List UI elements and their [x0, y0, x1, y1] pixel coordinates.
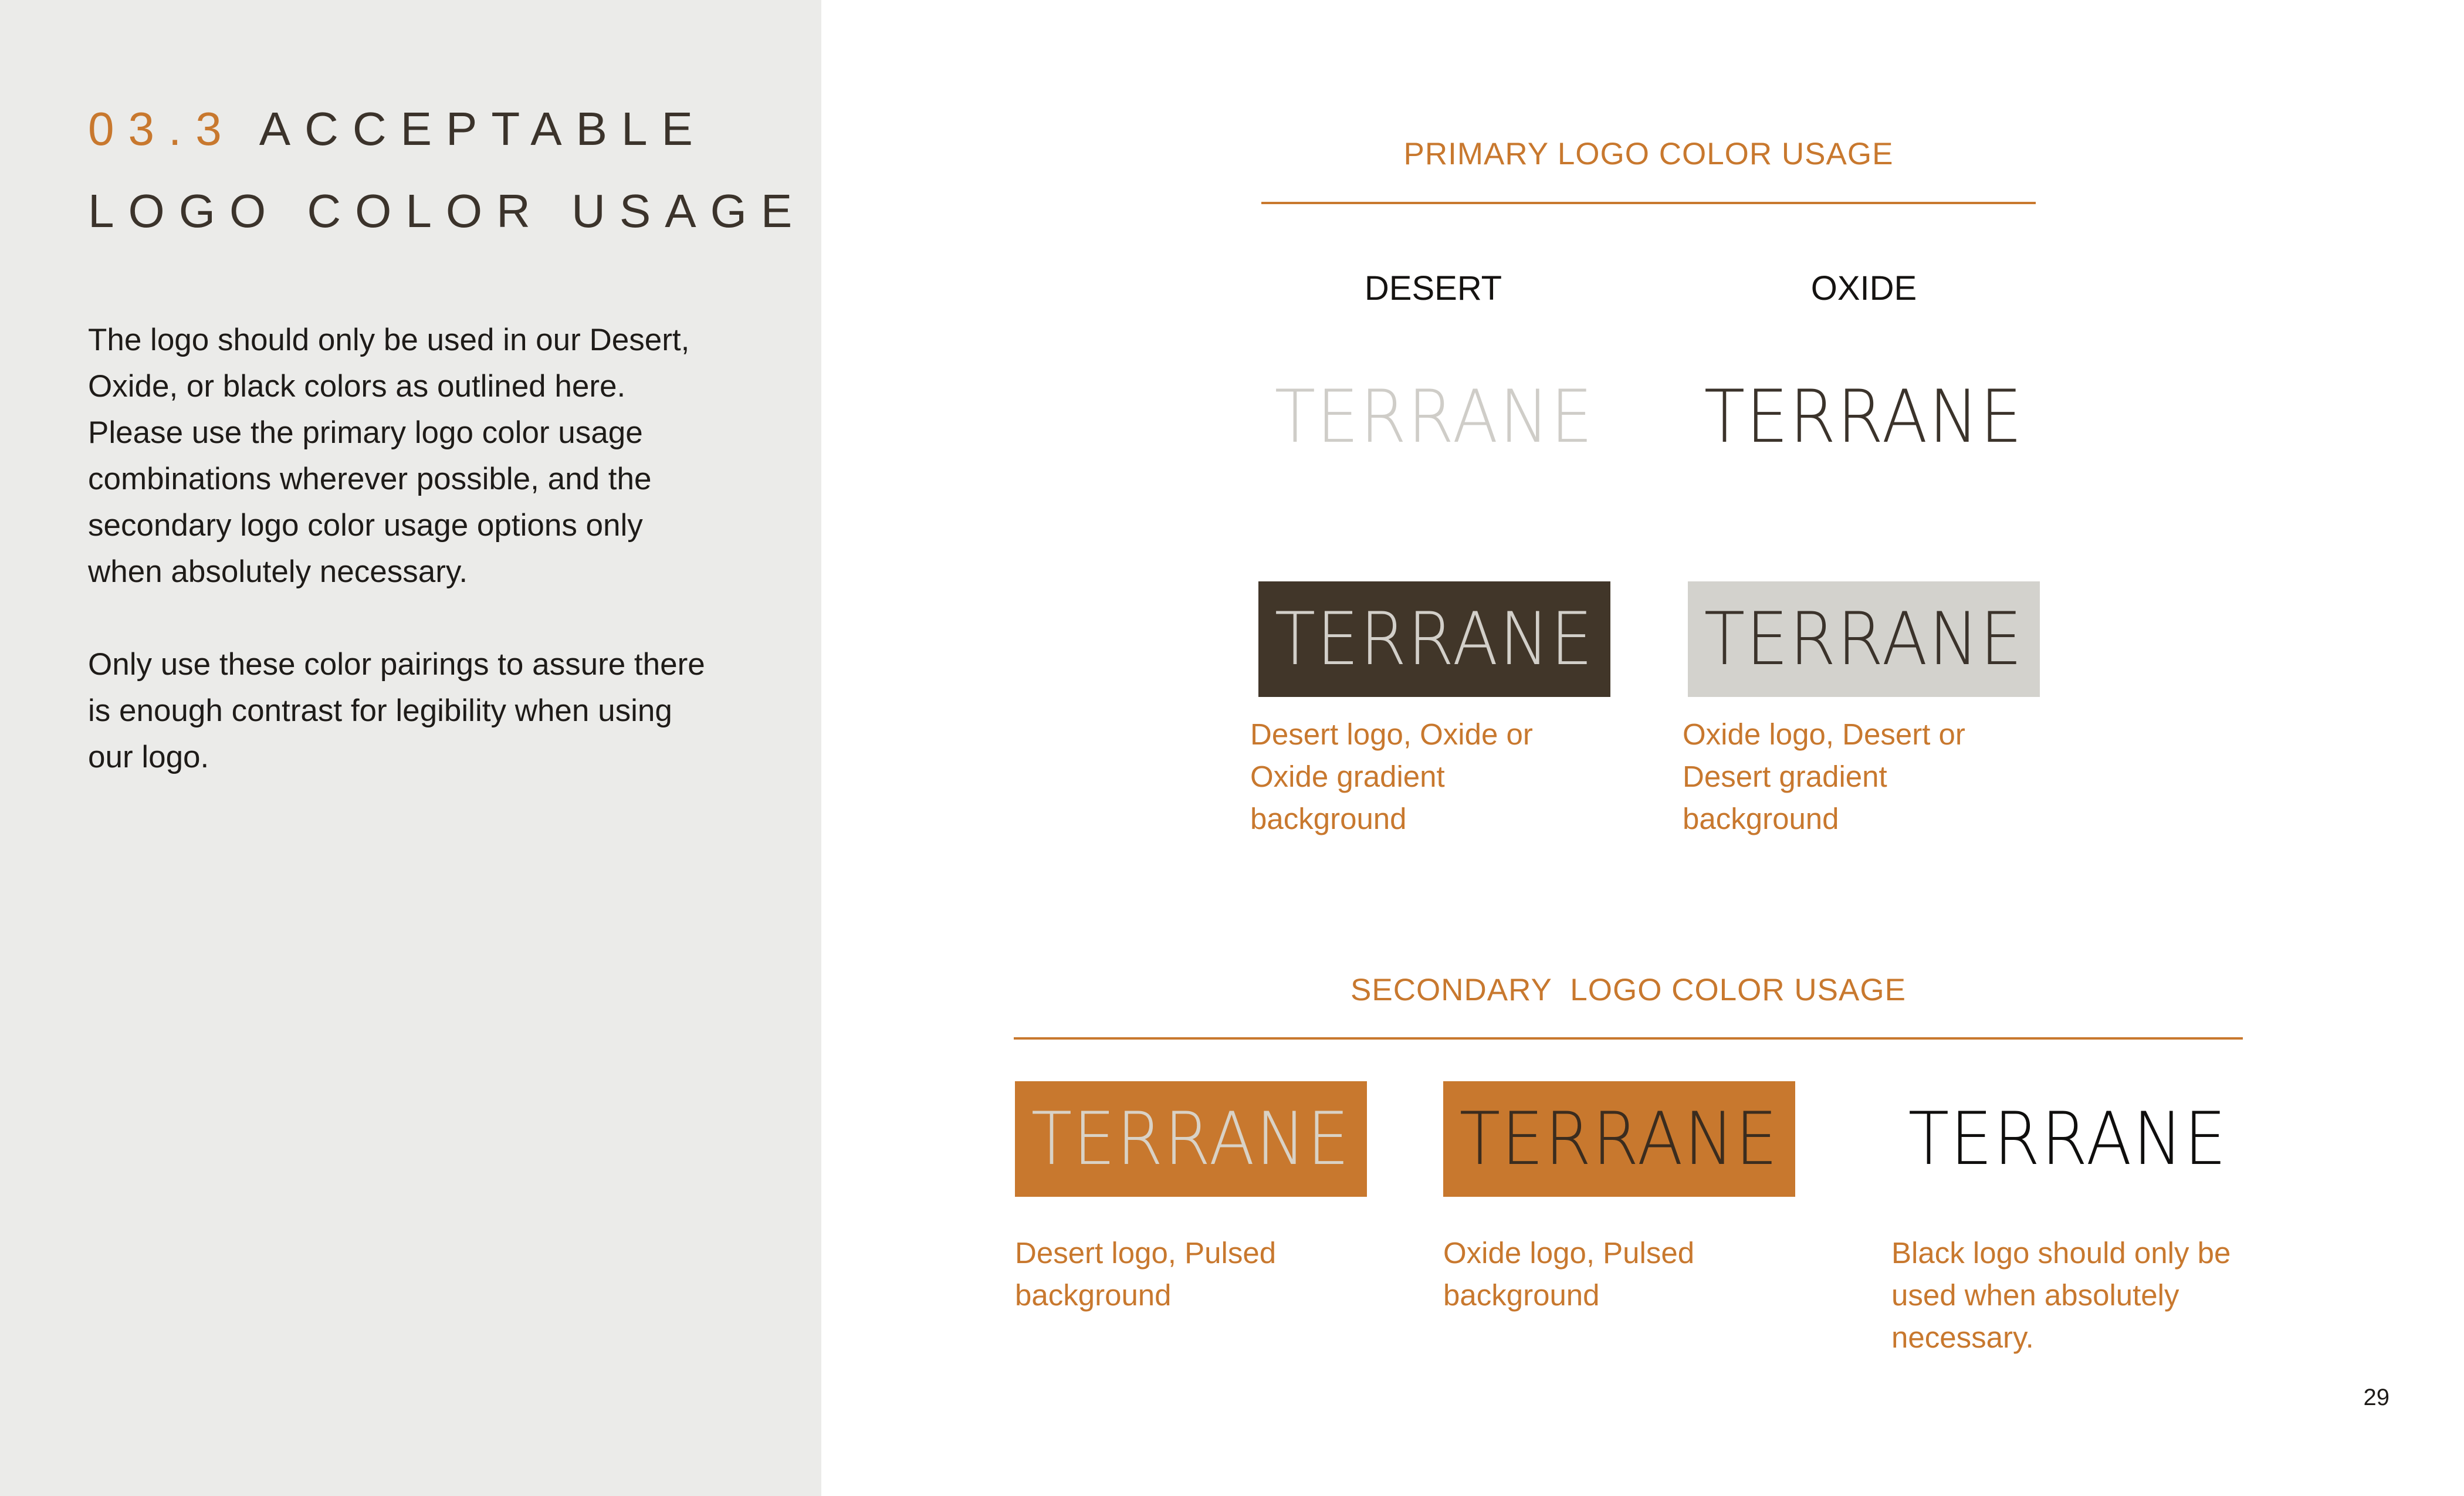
logo-desert-on-oxide: [1258, 581, 1610, 697]
primary-heading: PRIMARY LOGO COLOR USAGE: [1403, 137, 1894, 171]
page-title: [88, 88, 806, 252]
caption-oxide-pulsed: Oxide logo, Pulsed background: [1443, 1236, 1695, 1312]
logo-desert-on-white: [1258, 359, 1610, 475]
logo-black-on-white: [1892, 1081, 2244, 1197]
secondary-divider: [1014, 1037, 2243, 1040]
wordmark-desert-on-pulsed: TERRANE: [1031, 1096, 1351, 1182]
caption-oxide-logo: Oxide logo, Desert or Desert gradient background: [1683, 717, 1965, 835]
body-paragraph-1: The logo should only be used in our Desert, Oxide, or black colors as outlined here. Please use the primary logo color usage combinations wherever possible, and the secondary logo color usage options only when absolutely necessary.: [88, 323, 690, 589]
logo-oxide-on-desert: [1688, 581, 2040, 697]
page-number: 29: [2363, 1385, 2389, 1410]
caption-desert-pulsed: Desert logo, Pulsed background: [1015, 1236, 1277, 1312]
logo-oxide-on-pulsed: [1443, 1081, 1795, 1197]
caption-desert-logo: Desert logo, Oxide or Oxide gradient background: [1250, 717, 1533, 835]
column-label-oxide: OXIDE: [1810, 269, 1917, 307]
body-text: [88, 317, 710, 827]
title-line-1: [88, 88, 806, 170]
caption-black-logo: Black logo should only be used when absolutely necessary.: [1891, 1236, 2231, 1354]
wordmark-oxide-on-pulsed: TERRANE: [1459, 1096, 1779, 1182]
title-line-2: LOGO COLOR USAGE: [88, 185, 807, 237]
wordmark-desert: TERRANE: [1274, 374, 1595, 459]
wordmark-oxide: TERRANE: [1704, 374, 2024, 459]
column-label-desert: DESERT: [1364, 269, 1502, 307]
wordmark-oxide-on-desert: TERRANE: [1704, 597, 2024, 682]
wordmark-black: TERRANE: [1908, 1096, 2228, 1182]
primary-divider: [1261, 202, 2036, 204]
title-word-acceptable: ACCEPTABLE: [259, 103, 707, 155]
secondary-heading: SECONDARY LOGO COLOR USAGE: [1351, 973, 1906, 1007]
body-paragraph-2: Only use these color pairings to assure there is enough contrast for legibility when using our logo.: [88, 647, 705, 774]
sidebar-panel: [0, 0, 821, 1496]
logo-desert-on-pulsed: [1015, 1081, 1367, 1197]
wordmark-desert-on-oxide: TERRANE: [1274, 597, 1595, 682]
logo-oxide-on-white: [1688, 359, 2040, 475]
section-number: 03.3: [88, 103, 236, 155]
